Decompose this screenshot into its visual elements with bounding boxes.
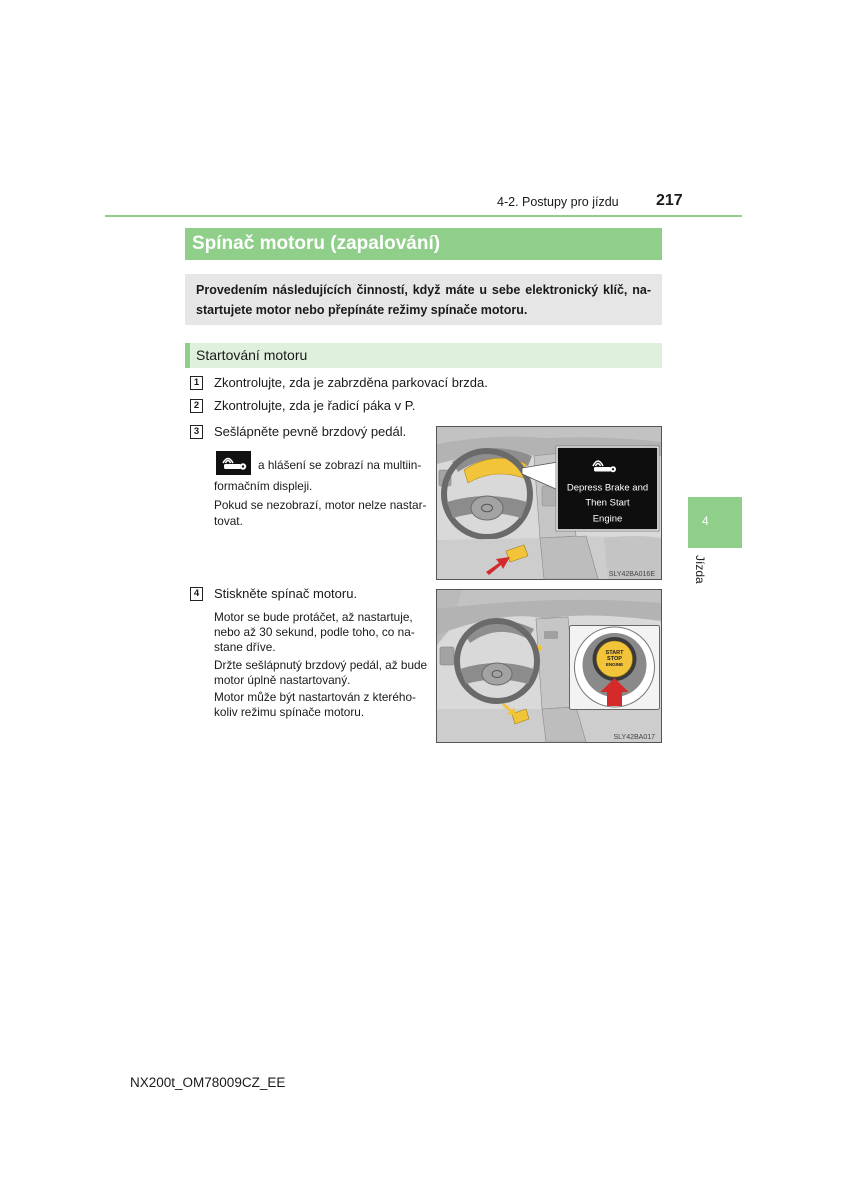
figure-code: SLY42BA017 bbox=[613, 734, 655, 741]
left-vent bbox=[440, 647, 454, 665]
steering-hub bbox=[482, 663, 512, 685]
section-title-bar bbox=[185, 228, 662, 260]
intro-line: startujete motor nebo přepínáte režimy spínače motoru. bbox=[196, 303, 528, 317]
step-text: Sešlápněte pevně brzdový pedál. bbox=[214, 424, 407, 439]
chapter-number: 4 bbox=[702, 514, 709, 528]
chapter-label: Jízda bbox=[693, 555, 707, 584]
step-note: Motor se bude protáčet, až nastartuje, bbox=[214, 609, 413, 624]
step-note: formačním displeji. bbox=[214, 478, 313, 493]
step-note: tovat. bbox=[214, 513, 243, 528]
step-note: nebo až 30 sekund, podle toho, co na- bbox=[214, 624, 415, 639]
page-number: 217 bbox=[656, 192, 683, 209]
key-ring bbox=[612, 468, 614, 470]
intro-box bbox=[185, 274, 662, 325]
step-text: Zkontrolujte, zda je řadicí páka v P. bbox=[214, 398, 416, 413]
intro-line: Provedením následujících činností, když máte u sebe elektronický klíč, na- bbox=[196, 283, 651, 297]
step-text: Zkontrolujte, zda je zabrzděna parkovací brzda. bbox=[214, 375, 488, 390]
figure-brake-display bbox=[436, 426, 662, 580]
button-label-line: ENGINE bbox=[605, 662, 624, 667]
brake-key-indicator-icon bbox=[216, 451, 251, 475]
step-number: 3 bbox=[190, 425, 203, 439]
section-title: Spínač motoru (zapalování) bbox=[192, 233, 441, 254]
step-note: Pokud se nezobrazí, motor nelze nastar- bbox=[214, 497, 427, 512]
running-header: 4-2. Postupy pro jízdu bbox=[497, 195, 619, 209]
figure-code: SLY42BA016E bbox=[608, 571, 655, 578]
document-code: NX200t_OM78009CZ_EE bbox=[130, 1075, 286, 1090]
step-note: Motor může být nastartován z kterého- bbox=[214, 689, 416, 704]
chapter-tab bbox=[688, 497, 742, 548]
subheading: Startování motoru bbox=[196, 347, 308, 363]
step-note: Držte sešlápnutý brzdový pedál, až bude bbox=[214, 657, 428, 672]
step-note: stane dříve. bbox=[214, 639, 276, 654]
step-note: motor úplně nastartovaný. bbox=[214, 672, 351, 687]
key-body bbox=[594, 467, 611, 472]
header-rule bbox=[105, 215, 742, 217]
icon-background bbox=[216, 451, 251, 475]
display-message-line: Depress Brake and bbox=[566, 482, 649, 494]
control-panel bbox=[542, 486, 556, 506]
key-ring bbox=[242, 465, 244, 467]
button-label-line: STOP bbox=[607, 656, 622, 662]
steering-hub bbox=[471, 496, 503, 520]
center-vent bbox=[544, 631, 558, 639]
display-message-line: Then Start bbox=[585, 497, 630, 509]
step-number: 2 bbox=[190, 399, 203, 413]
step-note: a hlášení se zobrazí na multiin- bbox=[258, 457, 422, 472]
display-message-line: Engine bbox=[592, 513, 623, 525]
key-body bbox=[224, 464, 241, 469]
step-text: Stiskněte spínač motoru. bbox=[214, 586, 358, 601]
figure-start-button bbox=[436, 589, 662, 743]
step-note: koliv režimu spínače motoru. bbox=[214, 704, 365, 719]
subheading-accent bbox=[185, 343, 190, 368]
subheading-bar bbox=[185, 343, 662, 368]
step-number: 1 bbox=[190, 376, 203, 390]
step-number: 4 bbox=[190, 587, 203, 601]
button-label-line: START bbox=[605, 650, 624, 656]
